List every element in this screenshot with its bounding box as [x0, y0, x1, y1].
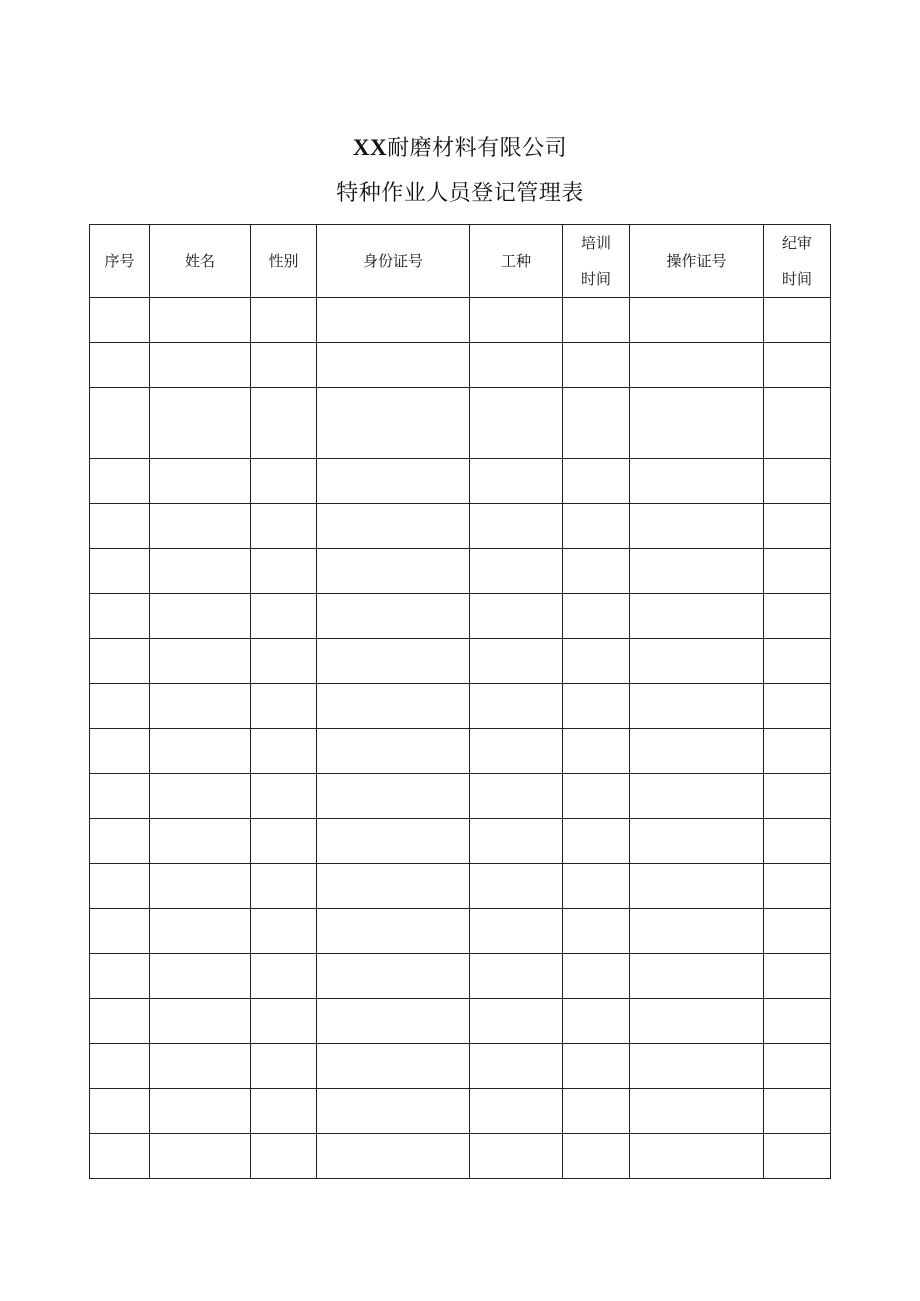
- cell-review-time[interactable]: [764, 343, 831, 388]
- cell-review-time[interactable]: [764, 819, 831, 864]
- cell-training-time[interactable]: [563, 1089, 630, 1134]
- cell-job-type[interactable]: [470, 909, 563, 954]
- cell-review-time[interactable]: [764, 639, 831, 684]
- cell-gender[interactable]: [251, 388, 317, 459]
- cell-seq[interactable]: [90, 909, 150, 954]
- cell-operation-cert[interactable]: [630, 504, 764, 549]
- table-row: [90, 504, 831, 549]
- cell-name[interactable]: [150, 909, 251, 954]
- cell-seq[interactable]: [90, 298, 150, 343]
- cell-job-type[interactable]: [470, 459, 563, 504]
- cell-operation-cert[interactable]: [630, 1044, 764, 1089]
- cell-job-type[interactable]: [470, 684, 563, 729]
- cell-operation-cert[interactable]: [630, 729, 764, 774]
- cell-review-time[interactable]: [764, 459, 831, 504]
- cell-training-time[interactable]: [563, 549, 630, 594]
- table-row: [90, 774, 831, 819]
- cell-name[interactable]: [150, 594, 251, 639]
- cell-id-number[interactable]: [317, 999, 470, 1044]
- cell-gender[interactable]: [251, 639, 317, 684]
- table-row: [90, 549, 831, 594]
- cell-name[interactable]: [150, 298, 251, 343]
- cell-seq[interactable]: [90, 819, 150, 864]
- cell-training-time[interactable]: [563, 1134, 630, 1179]
- table-row: [90, 298, 831, 343]
- cell-name[interactable]: [150, 549, 251, 594]
- cell-seq[interactable]: [90, 729, 150, 774]
- cell-training-time[interactable]: [563, 343, 630, 388]
- cell-id-number[interactable]: [317, 298, 470, 343]
- table-row: [90, 909, 831, 954]
- cell-job-type[interactable]: [470, 819, 563, 864]
- cell-training-time[interactable]: [563, 954, 630, 999]
- cell-id-number[interactable]: [317, 504, 470, 549]
- cell-operation-cert[interactable]: [630, 1089, 764, 1134]
- cell-id-number[interactable]: [317, 819, 470, 864]
- cell-name[interactable]: [150, 388, 251, 459]
- cell-seq[interactable]: [90, 459, 150, 504]
- cell-operation-cert[interactable]: [630, 1134, 764, 1179]
- cell-review-time[interactable]: [764, 1134, 831, 1179]
- cell-name[interactable]: [150, 684, 251, 729]
- cell-training-time[interactable]: [563, 729, 630, 774]
- company-title: [0, 131, 920, 162]
- cell-gender[interactable]: [251, 729, 317, 774]
- cell-training-time[interactable]: [563, 298, 630, 343]
- table-row: [90, 639, 831, 684]
- cell-gender[interactable]: [251, 549, 317, 594]
- cell-training-time[interactable]: [563, 388, 630, 459]
- cell-gender[interactable]: [251, 1044, 317, 1089]
- cell-review-time[interactable]: [764, 954, 831, 999]
- form-subtitle: 特种作业人员登记管理表: [336, 181, 584, 206]
- cell-gender[interactable]: [251, 459, 317, 504]
- cell-seq[interactable]: [90, 1134, 150, 1179]
- table-header-row: [90, 225, 831, 298]
- table-row: [90, 999, 831, 1044]
- cell-job-type[interactable]: [470, 1089, 563, 1134]
- cell-seq[interactable]: [90, 684, 150, 729]
- cell-job-type[interactable]: [470, 1134, 563, 1179]
- table-row: [90, 388, 831, 459]
- cell-operation-cert[interactable]: [630, 298, 764, 343]
- cell-review-time[interactable]: [764, 1089, 831, 1134]
- header-seq: 序号: [90, 225, 150, 298]
- table-row: [90, 864, 831, 909]
- cell-operation-cert[interactable]: [630, 459, 764, 504]
- table-row: [90, 459, 831, 504]
- cell-id-number[interactable]: [317, 729, 470, 774]
- cell-seq[interactable]: [90, 639, 150, 684]
- cell-seq[interactable]: [90, 864, 150, 909]
- cell-operation-cert[interactable]: [630, 819, 764, 864]
- cell-name[interactable]: [150, 1044, 251, 1089]
- cell-operation-cert[interactable]: [630, 594, 764, 639]
- cell-operation-cert[interactable]: [630, 388, 764, 459]
- cell-operation-cert[interactable]: [630, 999, 764, 1044]
- cell-job-type[interactable]: [470, 549, 563, 594]
- table-row: [90, 684, 831, 729]
- cell-job-type[interactable]: [470, 594, 563, 639]
- cell-operation-cert[interactable]: [630, 864, 764, 909]
- cell-id-number[interactable]: [317, 909, 470, 954]
- cell-job-type[interactable]: [470, 504, 563, 549]
- cell-gender[interactable]: [251, 504, 317, 549]
- cell-operation-cert[interactable]: [630, 684, 764, 729]
- cell-review-time[interactable]: [764, 684, 831, 729]
- cell-name[interactable]: [150, 999, 251, 1044]
- cell-seq[interactable]: [90, 1044, 150, 1089]
- cell-name[interactable]: [150, 639, 251, 684]
- cell-seq[interactable]: [90, 549, 150, 594]
- cell-name[interactable]: [150, 729, 251, 774]
- cell-gender[interactable]: [251, 819, 317, 864]
- header-training-time: 培训 时间: [563, 225, 630, 298]
- cell-job-type[interactable]: [470, 343, 563, 388]
- cell-training-time[interactable]: [563, 909, 630, 954]
- cell-job-type[interactable]: [470, 1044, 563, 1089]
- cell-seq[interactable]: [90, 594, 150, 639]
- cell-name[interactable]: [150, 774, 251, 819]
- cell-id-number[interactable]: [317, 459, 470, 504]
- company-prefix: XX: [352, 135, 388, 160]
- cell-operation-cert[interactable]: [630, 639, 764, 684]
- cell-id-number[interactable]: [317, 954, 470, 999]
- cell-review-time[interactable]: [764, 774, 831, 819]
- cell-operation-cert[interactable]: [630, 774, 764, 819]
- cell-gender[interactable]: [251, 1134, 317, 1179]
- header-gender: 性别: [251, 225, 317, 298]
- cell-job-type[interactable]: [470, 774, 563, 819]
- cell-gender[interactable]: [251, 594, 317, 639]
- cell-id-number[interactable]: [317, 1089, 470, 1134]
- cell-training-time[interactable]: [563, 819, 630, 864]
- cell-id-number[interactable]: [317, 864, 470, 909]
- cell-job-type[interactable]: [470, 729, 563, 774]
- table-row: [90, 1089, 831, 1134]
- cell-name[interactable]: [150, 343, 251, 388]
- cell-seq[interactable]: [90, 774, 150, 819]
- cell-training-time[interactable]: [563, 999, 630, 1044]
- cell-name[interactable]: [150, 1134, 251, 1179]
- cell-seq[interactable]: [90, 504, 150, 549]
- table-row: [90, 729, 831, 774]
- cell-job-type[interactable]: [470, 298, 563, 343]
- cell-gender[interactable]: [251, 909, 317, 954]
- cell-seq[interactable]: [90, 388, 150, 459]
- table-row: [90, 1044, 831, 1089]
- cell-job-type[interactable]: [470, 864, 563, 909]
- cell-seq[interactable]: [90, 343, 150, 388]
- cell-operation-cert[interactable]: [630, 343, 764, 388]
- cell-name[interactable]: [150, 459, 251, 504]
- cell-id-number[interactable]: [317, 388, 470, 459]
- cell-job-type[interactable]: [470, 999, 563, 1044]
- cell-gender[interactable]: [251, 343, 317, 388]
- cell-id-number[interactable]: [317, 343, 470, 388]
- cell-review-time[interactable]: [764, 909, 831, 954]
- table-row: [90, 819, 831, 864]
- cell-gender[interactable]: [251, 774, 317, 819]
- cell-operation-cert[interactable]: [630, 549, 764, 594]
- cell-job-type[interactable]: [470, 954, 563, 999]
- cell-training-time[interactable]: [563, 774, 630, 819]
- cell-gender[interactable]: [251, 684, 317, 729]
- cell-operation-cert[interactable]: [630, 954, 764, 999]
- table-row: [90, 1134, 831, 1179]
- cell-review-time[interactable]: [764, 864, 831, 909]
- cell-review-time[interactable]: [764, 1044, 831, 1089]
- cell-id-number[interactable]: [317, 1134, 470, 1179]
- cell-gender[interactable]: [251, 1089, 317, 1134]
- cell-name[interactable]: [150, 1089, 251, 1134]
- header-review-time: 纪审 时间: [764, 225, 831, 298]
- header-name: 姓名: [150, 225, 251, 298]
- header-operation-cert: 操作证号: [630, 225, 764, 298]
- cell-review-time[interactable]: [764, 729, 831, 774]
- cell-review-time[interactable]: [764, 504, 831, 549]
- cell-review-time[interactable]: [764, 594, 831, 639]
- cell-training-time[interactable]: [563, 1044, 630, 1089]
- cell-review-time[interactable]: [764, 549, 831, 594]
- cell-name[interactable]: [150, 954, 251, 999]
- company-name: 耐磨材料有限公司: [387, 136, 568, 161]
- cell-training-time[interactable]: [563, 684, 630, 729]
- cell-job-type[interactable]: [470, 639, 563, 684]
- cell-gender[interactable]: [251, 954, 317, 999]
- cell-id-number[interactable]: [317, 774, 470, 819]
- cell-gender[interactable]: [251, 999, 317, 1044]
- cell-review-time[interactable]: [764, 298, 831, 343]
- cell-training-time[interactable]: [563, 459, 630, 504]
- cell-job-type[interactable]: [470, 388, 563, 459]
- personnel-register-table: [89, 224, 831, 1179]
- cell-gender[interactable]: [251, 298, 317, 343]
- cell-training-time[interactable]: [563, 504, 630, 549]
- cell-seq[interactable]: [90, 1089, 150, 1134]
- cell-id-number[interactable]: [317, 549, 470, 594]
- cell-id-number[interactable]: [317, 594, 470, 639]
- cell-seq[interactable]: [90, 999, 150, 1044]
- cell-training-time[interactable]: [563, 639, 630, 684]
- cell-training-time[interactable]: [563, 864, 630, 909]
- cell-id-number[interactable]: [317, 684, 470, 729]
- table-row: [90, 594, 831, 639]
- cell-training-time[interactable]: [563, 594, 630, 639]
- table-row: [90, 954, 831, 999]
- cell-name[interactable]: [150, 864, 251, 909]
- cell-name[interactable]: [150, 504, 251, 549]
- cell-id-number[interactable]: [317, 1044, 470, 1089]
- cell-review-time[interactable]: [764, 388, 831, 459]
- table-row: [90, 343, 831, 388]
- header-job-type: 工种: [470, 225, 563, 298]
- cell-id-number[interactable]: [317, 639, 470, 684]
- cell-name[interactable]: [150, 819, 251, 864]
- header-id-number: 身份证号: [317, 225, 470, 298]
- cell-operation-cert[interactable]: [630, 909, 764, 954]
- table-body: [90, 298, 831, 1179]
- cell-gender[interactable]: [251, 864, 317, 909]
- cell-seq[interactable]: [90, 954, 150, 999]
- cell-review-time[interactable]: [764, 999, 831, 1044]
